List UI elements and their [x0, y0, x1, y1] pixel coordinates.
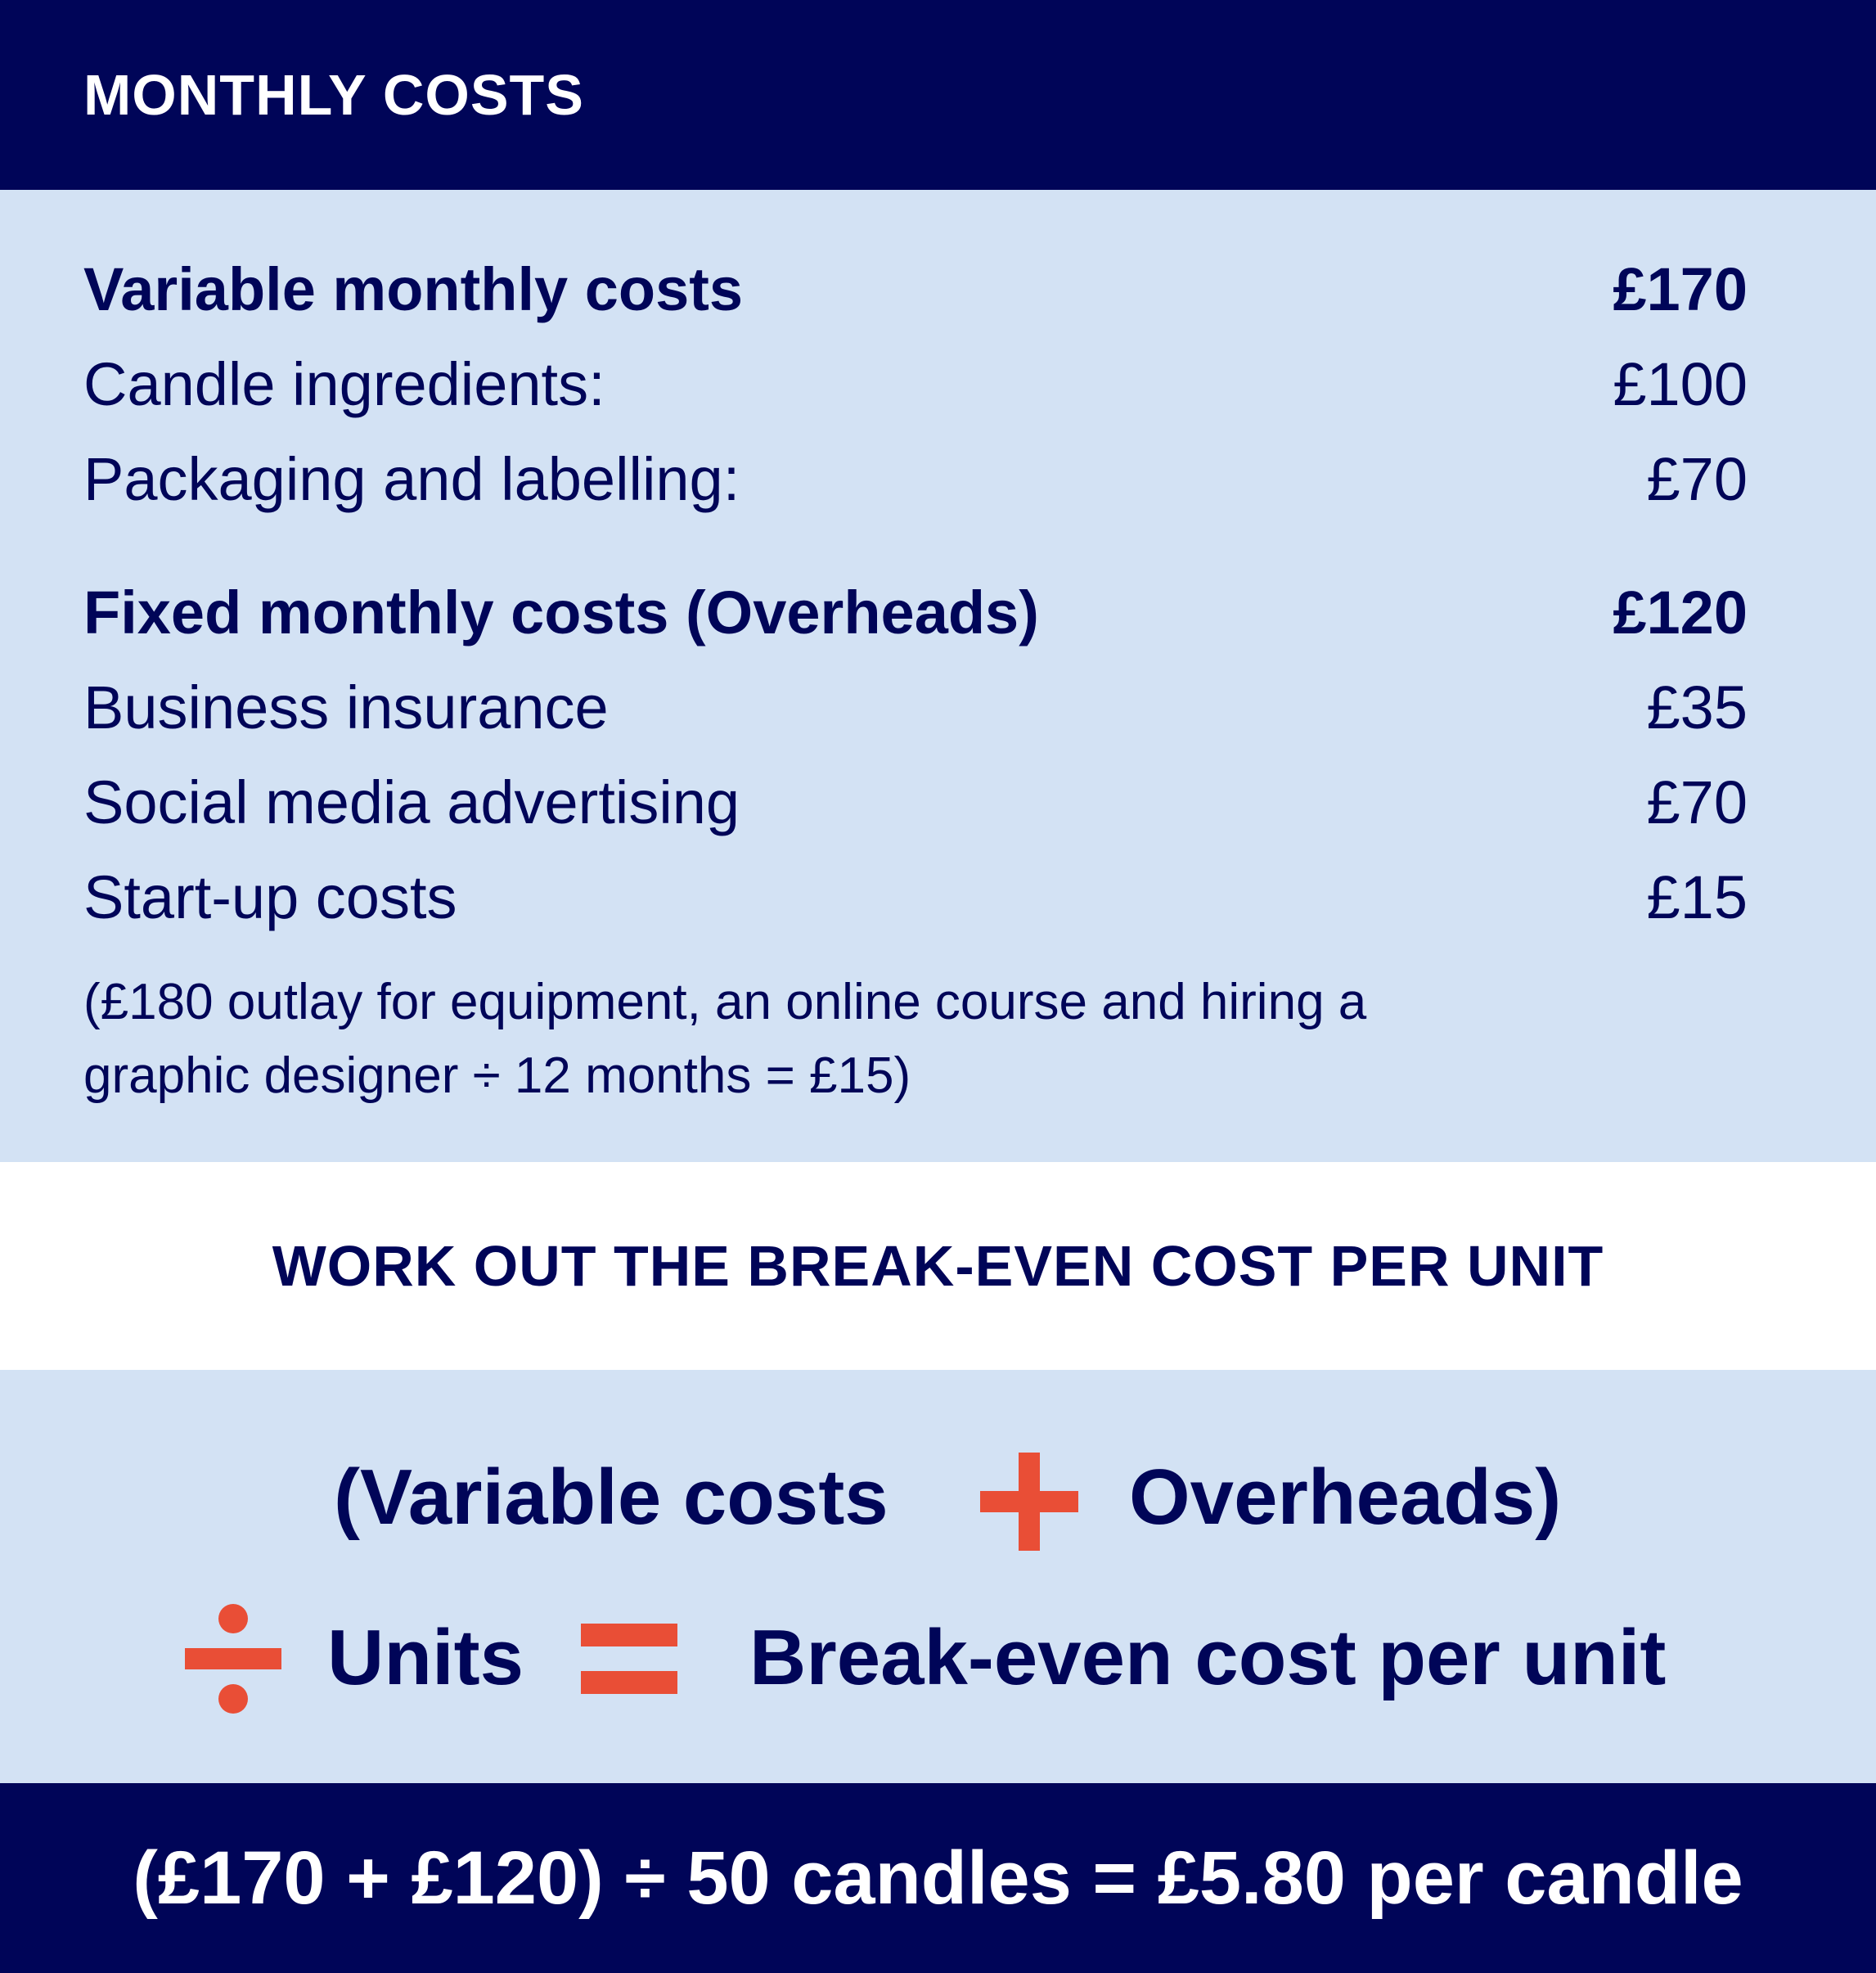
cost-item-row	[83, 861, 1748, 935]
formula-term-overheads: Overheads)	[1129, 1453, 1562, 1541]
cost-item-label: Business insurance	[83, 673, 609, 741]
variable-costs-total: £170	[1613, 255, 1748, 323]
cost-item-label: Packaging and labelling:	[83, 445, 740, 513]
cost-item-row	[83, 671, 1748, 745]
formula-term-variable-costs: (Variable costs	[334, 1453, 889, 1541]
cost-item-label: Candle ingredients:	[83, 350, 605, 418]
equals-icon	[581, 1624, 677, 1694]
result-text: (£170 + £120) ÷ 50 candles = £5.80 per candle	[133, 1836, 1743, 1920]
fixed-costs-row	[83, 576, 1748, 650]
fixed-costs-total: £120	[1613, 579, 1748, 646]
note-line: graphic designer ÷ 12 months = £15)	[83, 1047, 911, 1104]
cost-item-label: Start-up costs	[83, 863, 457, 931]
cost-item-value: £70	[1646, 445, 1748, 513]
result-bar	[0, 1783, 1876, 1973]
formula-term-units: Units	[327, 1614, 524, 1701]
start-up-note	[83, 966, 1679, 1113]
cost-item-row	[83, 348, 1748, 421]
cost-item-value: £100	[1613, 350, 1748, 418]
fixed-costs-heading: Fixed monthly costs (Overheads)	[83, 579, 1039, 646]
cost-item-value: £70	[1646, 768, 1748, 836]
section-heading: WORK OUT THE BREAK-EVEN COST PER UNIT	[0, 1162, 1876, 1370]
cost-item-value: £15	[1646, 863, 1748, 931]
note-line: (£180 outlay for equipment, an online course and hiring a	[83, 974, 1367, 1030]
header-title: MONTHLY COSTS	[83, 63, 584, 127]
variable-costs-heading: Variable monthly costs	[83, 255, 744, 323]
cost-item-row	[83, 443, 1748, 516]
plus-icon	[980, 1453, 1078, 1551]
header-bar	[0, 0, 1876, 190]
divide-icon	[185, 1604, 281, 1714]
formula-panel	[0, 1370, 1876, 1783]
cost-item-value: £35	[1646, 673, 1748, 741]
variable-costs-row	[83, 253, 1748, 327]
formula-term-break-even: Break-even cost per unit	[749, 1614, 1667, 1701]
cost-item-row	[83, 766, 1748, 840]
cost-item-label: Social media advertising	[83, 768, 740, 836]
